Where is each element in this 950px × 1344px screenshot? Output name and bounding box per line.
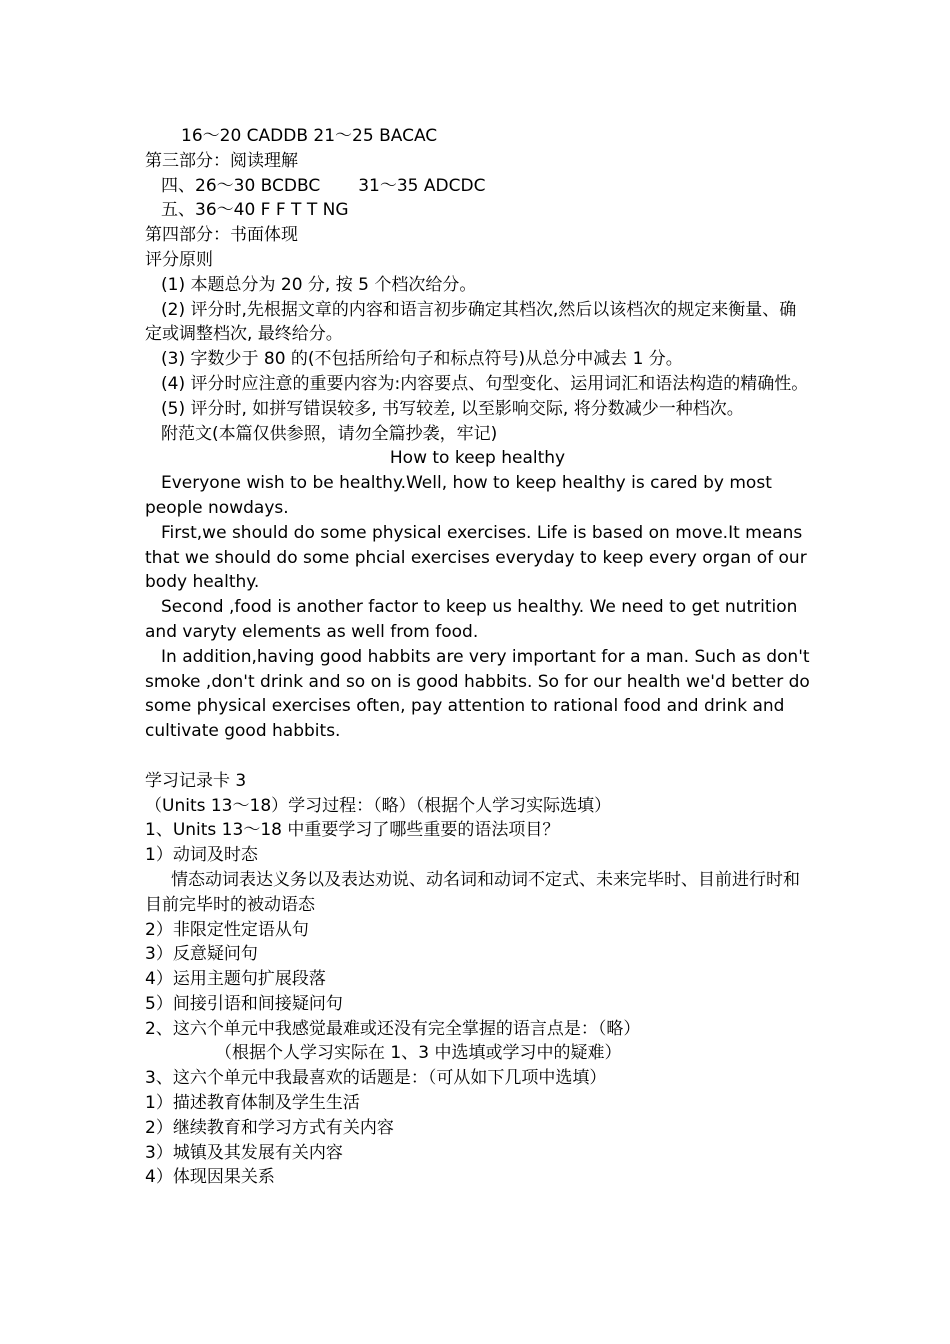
essay-paragraph: In addition,having good habbits are very important for a man. Such as don't smoke ,don't drink and so on is good habbits. So for our health we'd better do some physical exercises often, pay attention to rational food and drink and cultivate good habbits. xyxy=(145,646,810,742)
answers-section-5: 五、36～40 F F T T NG xyxy=(161,200,349,221)
list-item: 4）运用主题句扩展段落 xyxy=(145,969,326,990)
units-line: （Units 13～18）学习过程：（略）（根据个人学习实际选填） xyxy=(145,795,612,816)
rule-3: (3) 字数少于 80 的(不包括所给句子和标点符号)从总分中减去 1 分。 xyxy=(161,349,683,370)
answers-16-25: 16～20 CADDB 21～25 BACAC xyxy=(181,126,438,146)
list-item: 3）反意疑问句 xyxy=(145,944,258,965)
question-2-note: （根据个人学习实际在 1、3 中选填或学习中的疑难） xyxy=(215,1043,622,1064)
list-item: 2）非限定性定语从句 xyxy=(145,919,309,940)
list-item: 1）描述教育体制及学生生活 xyxy=(145,1093,360,1114)
record-title: 学习记录卡 3 xyxy=(145,770,247,791)
essay-paragraph: Second ,food is another factor to keep us healthy. We need to get nutrition and varyty elements as well from food. xyxy=(145,597,798,642)
answers-31-35: 31～35 ADCDC xyxy=(358,175,486,196)
answers-section-4 xyxy=(145,174,810,199)
sample-note: 附范文(本篇仅供参照，请勿全篇抄袭，牢记) xyxy=(161,423,498,444)
essay-paragraph: First,we should do some physical exercises. Life is based on move.It means that we should do some phcial exercises everyday to keep every organ of our body healthy. xyxy=(145,522,807,593)
spacer xyxy=(145,744,810,769)
rule-5: (5) 评分时, 如拼写错误较多, 书写较差, 以至影响交际, 将分数减少一种档次。 xyxy=(161,398,744,419)
rule-1: (1) 本题总分为 20 分, 按 5 个档次给分。 xyxy=(161,274,477,295)
list-item: 4）体现因果关系 xyxy=(145,1167,275,1188)
criteria-title: 评分原则 xyxy=(145,249,213,270)
list-item: 5）间接引语和间接疑问句 xyxy=(145,993,343,1014)
list-item: 3）城镇及其发展有关内容 xyxy=(145,1142,343,1163)
rule-2: (2) 评分时,先根据文章的内容和语言初步确定其档次,然后以该档次的规定来衡量、确定或调整档次, 最终给分。 xyxy=(145,299,797,345)
question-3: 3、这六个单元中我最喜欢的话题是：（可从如下几项中选填） xyxy=(145,1068,607,1089)
list-item: 1）动词及时态 xyxy=(145,845,258,866)
answers-26-30: 四、26～30 BCDBC xyxy=(161,175,321,196)
essay-paragraph: Everyone wish to be healthy.Well, how to keep healthy is cared by most people nowdays. xyxy=(145,473,772,518)
list-item: 2）继续教育和学习方式有关内容 xyxy=(145,1117,394,1138)
document-page xyxy=(145,124,810,1190)
question-2: 2、这六个单元中我感觉最难或还没有完全掌握的语言点是：（略） xyxy=(145,1018,641,1039)
list-item-detail: 情态动词表达义务以及表达劝说、动名词和动词不定式、未来完毕时、目前进行时和目前完毕时的被动语态 xyxy=(145,869,800,915)
essay-title: How to keep healthy xyxy=(389,448,566,469)
rule-4: (4) 评分时应注意的重要内容为:内容要点、句型变化、运用词汇和语法构造的精确性。 xyxy=(161,373,809,394)
part3-title: 第三部分：阅读理解 xyxy=(145,150,298,171)
part4-title: 第四部分：书面体现 xyxy=(145,225,298,246)
question-1: 1、Units 13～18 中重要学习了哪些重要的语法项目？ xyxy=(145,820,560,841)
